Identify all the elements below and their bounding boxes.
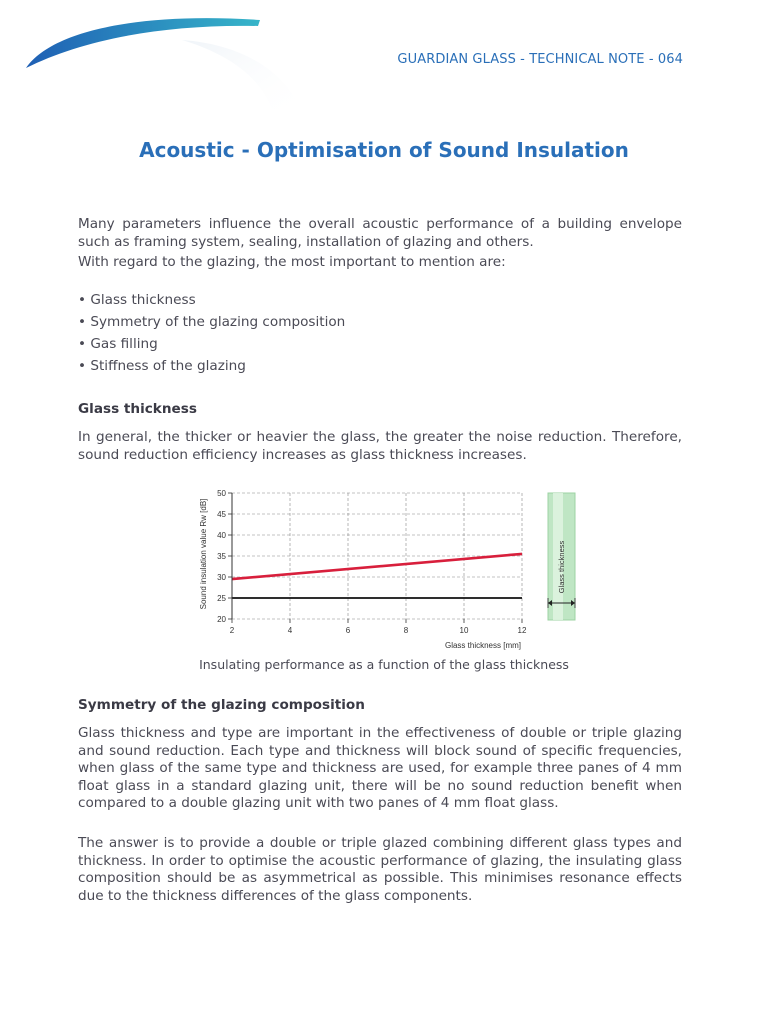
parameter-list: [78, 289, 682, 377]
page-title: Acoustic - Optimisation of Sound Insulation: [139, 138, 629, 162]
x-axis-label: Glass thickness [mm]: [444, 641, 521, 650]
series-line-sound-insulation: [232, 554, 522, 579]
x-tick-label: 2: [229, 626, 235, 635]
glass-thickness-side-label: Glass thickness: [557, 540, 566, 594]
chart-series: [232, 554, 522, 598]
y-tick-label: 40: [217, 531, 226, 540]
y-tick-label: 20: [217, 615, 226, 624]
intro-section: [78, 216, 682, 272]
sound-insulation-chart: [190, 485, 590, 655]
section-heading-symmetry: Symmetry of the glazing composition: [78, 697, 365, 713]
x-tick-label: 8: [403, 626, 409, 635]
chart-ticks: [217, 489, 527, 635]
guardian-logo-swoosh: [22, 10, 322, 120]
y-tick-label: 25: [217, 594, 226, 603]
symmetry-paragraph-1: Glass thickness and type are important in the effectiveness of double or triple glazing and sound reduction. Each type and thickness will block sound of specific frequencies, when glass of the same type and thickness are used, for example three panes of 4 mm float glass in a standard glazing unit, there will be no sound reduction benefit when compared to a double glazing unit with two panes of 4 mm float glass.: [78, 725, 682, 811]
y-tick-label: 35: [217, 552, 226, 561]
y-tick-label: 50: [217, 489, 226, 498]
x-tick-label: 6: [345, 626, 351, 635]
x-tick-label: 4: [287, 626, 293, 635]
x-tick-label: 10: [459, 626, 469, 635]
y-axis-label: Sound insulation value Rw [dB]: [199, 498, 208, 610]
chart-caption: Insulating performance as a function of the glass thickness: [199, 657, 569, 672]
glass-thickness-paragraph: In general, the thicker or heavier the glass, the greater the noise reduction. Therefore, sound reduction efficiency increases as glass thickness increases.: [78, 429, 682, 463]
y-tick-label: 30: [217, 573, 226, 582]
list-item: • Gas filling: [78, 336, 158, 352]
y-tick-label: 45: [217, 510, 226, 519]
document-header: GUARDIAN GLASS - TECHNICAL NOTE - 064: [397, 52, 683, 67]
intro-paragraph: Many parameters influence the overall acoustic performance of a building envelope such as framing system, sealing, installation of glazing and others.: [78, 216, 682, 250]
symmetry-paragraph-2: The answer is to provide a double or triple glazed combining different glass types and thickness. In order to optimise the acoustic performance of glazing, the insulating glass composition should be as asymmetrical as possible. This minimises resonance effects due to the thickness differences of the glass components.: [78, 835, 682, 904]
x-tick-label: 12: [517, 626, 527, 635]
section-heading-glass-thickness: Glass thickness: [78, 401, 197, 417]
intro-lead-in: With regard to the glazing, the most important to mention are:: [78, 254, 506, 270]
chart-grid: [232, 493, 522, 619]
list-item: • Symmetry of the glazing composition: [78, 314, 346, 330]
list-item: • Stiffness of the glazing: [78, 358, 246, 374]
list-item: • Glass thickness: [78, 292, 196, 308]
